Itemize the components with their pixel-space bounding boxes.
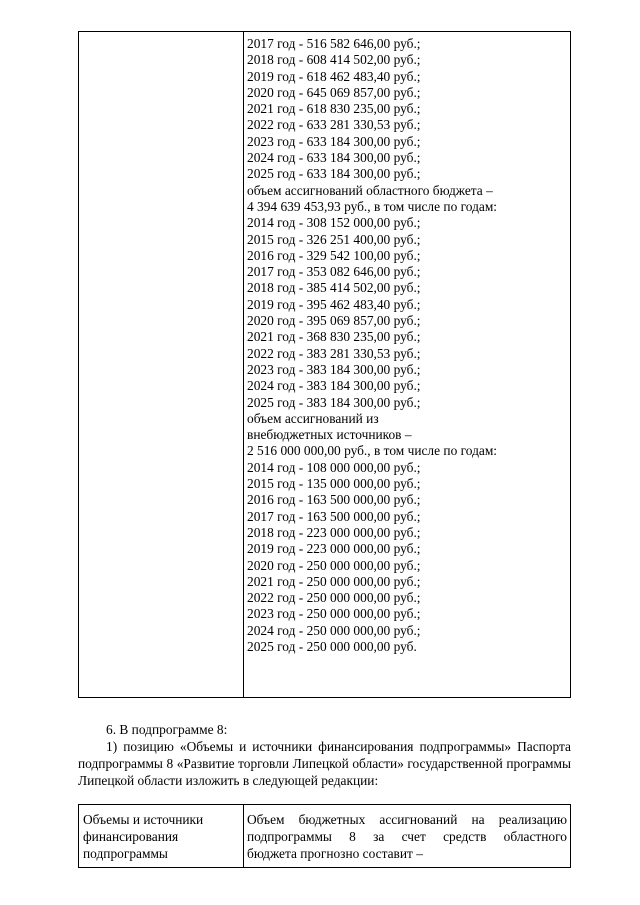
- funding-line: 2024 год - 383 184 300,00 руб.;: [247, 378, 421, 394]
- funding-table-new: [78, 804, 571, 868]
- funding-line: 2017 год - 163 500 000,00 руб.;: [247, 508, 421, 524]
- paragraph-line: Липецкой области изложить в следующей редакции:: [78, 773, 379, 788]
- funding-line: 2 516 000 000,00 руб., в том числе по годам:: [247, 443, 498, 459]
- label-line: подпрограммы: [83, 846, 168, 861]
- funding-line: 2014 год - 308 152 000,00 руб.;: [247, 215, 421, 231]
- funding-line: 2025 год - 383 184 300,00 руб.;: [247, 394, 421, 410]
- funding-line: 2024 год - 633 184 300,00 руб.;: [247, 150, 421, 166]
- value-line: подпрограммы 8 за счет средств областного: [247, 829, 567, 844]
- row-label-cell: [83, 811, 239, 862]
- label-line: финансирования: [83, 829, 179, 844]
- funding-line: 2018 год - 223 000 000,00 руб.;: [247, 524, 421, 540]
- funding-line: 2015 год - 135 000 000,00 руб.;: [247, 476, 421, 492]
- funding-line: 4 394 639 453,93 руб., в том числе по годам:: [247, 198, 498, 214]
- paragraph-line: 1) позицию «Объемы и источники финансирования подпрограммы» Паспорта: [106, 739, 571, 754]
- funding-line: 2015 год - 326 251 400,00 руб.;: [247, 231, 421, 247]
- funding-line: 2019 год - 395 462 483,40 руб.;: [247, 296, 421, 312]
- paragraph-line: подпрограммы 8 «Развитие торговли Липецкой области» государственной программы: [78, 756, 571, 771]
- funding-line: объем ассигнований из: [247, 410, 379, 426]
- funding-line: 2018 год - 608 414 502,00 руб.;: [247, 52, 421, 68]
- funding-line: 2019 год - 618 462 483,40 руб.;: [247, 68, 421, 84]
- row-value-cell: [247, 811, 567, 862]
- funding-line: 2022 год - 250 000 000,00 руб.;: [247, 590, 421, 606]
- funding-line: 2023 год - 250 000 000,00 руб.;: [247, 606, 421, 622]
- funding-line: 2024 год - 250 000 000,00 руб.;: [247, 622, 421, 638]
- funding-line: 2020 год - 250 000 000,00 руб.;: [247, 557, 421, 573]
- funding-line: 2017 год - 516 582 646,00 руб.;: [247, 36, 421, 51]
- funding-line: 2016 год - 163 500 000,00 руб.;: [247, 492, 421, 508]
- funding-line: 2016 год - 329 542 100,00 руб.;: [247, 247, 421, 263]
- funding-line: 2025 год - 250 000 000,00 руб.: [247, 638, 417, 654]
- funding-line: 2021 год - 618 830 235,00 руб.;: [247, 101, 421, 117]
- funding-line: внебюджетных источников –: [247, 427, 412, 443]
- section-heading: 6. В подпрограмме 8:: [106, 722, 228, 737]
- funding-line: объем ассигнований областного бюджета –: [247, 182, 493, 198]
- funding-line: 2020 год - 395 069 857,00 руб.;: [247, 313, 421, 329]
- funding-line: 2023 год - 383 184 300,00 руб.;: [247, 361, 421, 377]
- value-line: бюджета прогнозно составит –: [247, 846, 423, 861]
- funding-line: 2020 год - 645 069 857,00 руб.;: [247, 84, 421, 100]
- funding-table-continuation: [78, 31, 571, 698]
- funding-line: 2021 год - 250 000 000,00 руб.;: [247, 573, 421, 589]
- funding-line: 2022 год - 383 281 330,53 руб.;: [247, 345, 421, 361]
- table-column-divider: [243, 32, 244, 697]
- funding-line: 2014 год - 108 000 000,00 руб.;: [247, 459, 421, 475]
- funding-line: 2018 год - 385 414 502,00 руб.;: [247, 280, 421, 296]
- instruction-paragraph: [78, 738, 571, 789]
- funding-line: 2021 год - 368 830 235,00 руб.;: [247, 329, 421, 345]
- value-line: Объем бюджетных ассигнований на реализацию: [247, 812, 567, 827]
- funding-line: 2017 год - 353 082 646,00 руб.;: [247, 264, 421, 280]
- funding-line: 2022 год - 633 281 330,53 руб.;: [247, 117, 421, 133]
- funding-line: 2025 год - 633 184 300,00 руб.;: [247, 166, 421, 182]
- funding-values-cell: [247, 36, 567, 655]
- funding-line: 2023 год - 633 184 300,00 руб.;: [247, 133, 421, 149]
- table-column-divider: [243, 805, 244, 867]
- label-line: Объемы и источники: [83, 812, 204, 827]
- funding-line: 2019 год - 223 000 000,00 руб.;: [247, 541, 421, 557]
